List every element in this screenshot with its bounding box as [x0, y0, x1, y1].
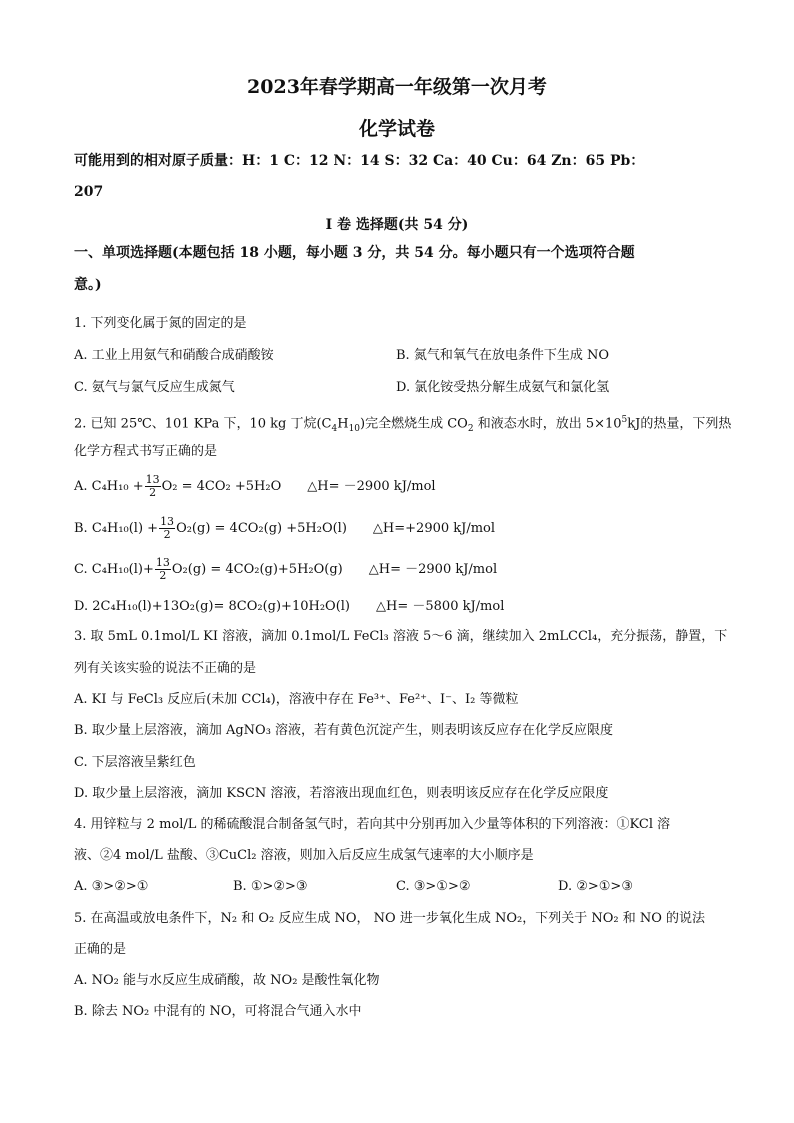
fraction-13-over-2 — [155, 557, 171, 582]
fraction-numerator: 13 — [160, 515, 175, 528]
q3-option-c: C. 下层溶液呈紫红色 — [74, 755, 196, 770]
q2-option-a — [74, 474, 436, 499]
fraction-numerator: 13 — [145, 473, 160, 486]
q4-option-d: D. ②>①>③ — [558, 879, 633, 894]
q4-option-b: B. ①>②>③ — [233, 879, 308, 894]
q2-sup: 5 — [621, 415, 628, 425]
q1-stem: 1. 下列变化属于氮的固定的是 — [74, 316, 247, 331]
q5-option-b: B. 除去 NO₂ 中混有的 NO，可将混合气通入水中 — [74, 1004, 362, 1019]
fraction-numerator: 13 — [155, 556, 170, 569]
q2-a-enthalpy: △H= －2900 kJ/mol — [307, 479, 436, 494]
exam-title: 2023年春学期高一年级第一次月考 — [247, 76, 547, 98]
q5-stem-line1: 5. 在高温或放电条件下，N₂ 和 O₂ 反应生成 NO， NO 进一步氧化生成 NO₂，下列关于 NO₂ 和 NO 的说法 — [74, 911, 706, 926]
q2-stem-part: H — [337, 416, 349, 432]
q2-stem-part: 2. 已知 25℃、101 KPa 下，10 kg 丁烷(C — [74, 416, 332, 432]
q2-sub: 4 — [331, 423, 338, 434]
q2-sub: 2 — [467, 423, 474, 434]
fraction-13-over-2 — [145, 474, 161, 499]
section-instruction-line1: 一、单项选择题(本题包括 18 小题，每小题 3 分，共 54 分。每小题只有一个选项符合题 — [74, 245, 635, 261]
q5-option-a: A. NO₂ 能与水反应生成硝酸，故 NO₂ 是酸性氧化物 — [74, 973, 380, 988]
q1-option-b: B. 氮气和氧气在放电条件下生成 NO — [396, 348, 609, 363]
q3-option-a: A. KI 与 FeCl₃ 反应后(未加 CCl₄)，溶液中存在 Fe³⁺、Fe²⁺、I⁻、I₂ 等微粒 — [74, 692, 519, 707]
q2-b-left: B. C₄H₁₀(l) + — [74, 521, 159, 536]
fraction-13-over-2 — [159, 516, 175, 541]
q4-stem-line2: 液、②4 mol/L 盐酸、③CuCl₂ 溶液，则加入后反应生成氢气速率的大小顺序是 — [74, 848, 534, 863]
q3-stem-line2: 列有关该实验的说法不正确的是 — [74, 661, 257, 676]
q2-option-d — [74, 598, 504, 616]
q2-d-equation: D. 2C₄H₁₀(l)+13O₂(g)= 8CO₂(g)+10H₂O(l) — [74, 599, 351, 614]
q4-option-c: C. ③>①>② — [396, 879, 471, 894]
q2-option-b — [74, 516, 495, 541]
q1-option-c: C. 氨气与氯气反应生成氮气 — [74, 380, 235, 395]
q4-option-a: A. ③>②>① — [74, 879, 149, 894]
q3-option-d: D. 取少量上层溶液，滴加 KSCN 溶液，若溶液出现血红色，则表明该反应存在化学反应限度 — [74, 786, 609, 801]
q2-a-right: O₂ = 4CO₂ +5H₂O — [161, 479, 282, 494]
q4-stem-line1: 4. 用锌粒与 2 mol/L 的稀硫酸混合制备氢气时，若向其中分别再加入少量等体积的下列溶液：①KCl 溶 — [74, 817, 671, 832]
q2-stem-line1 — [74, 411, 731, 438]
q2-c-left: C. C₄H₁₀(l)+ — [74, 562, 154, 577]
q5-stem-line2: 正确的是 — [74, 942, 127, 957]
q2-a-left: A. C₄H₁₀ + — [74, 479, 144, 494]
q2-c-right: O₂(g) = 4CO₂(g)+5H₂O(g) — [171, 562, 343, 577]
q1-option-a: A. 工业上用氨气和硝酸合成硝酸铵 — [74, 348, 274, 363]
section-instruction-line2: 意。) — [74, 277, 102, 293]
q2-stem-part: 和液态水时，放出 5×10 — [473, 416, 622, 432]
q2-b-enthalpy: △H=+2900 kJ/mol — [372, 521, 496, 536]
q2-option-c — [74, 557, 497, 582]
atomic-masses-line1: 可能用到的相对原子质量：H：1 C：12 N：14 S：32 Ca：40 Cu：64 Zn：65 Pb： — [74, 153, 645, 169]
q2-b-right: O₂(g) = 4CO₂(g) +5H₂O(l) — [176, 521, 347, 536]
fraction-denominator: 2 — [149, 486, 157, 499]
q2-stem-part: kJ的热量，下列热 — [627, 416, 732, 432]
q3-stem-line1: 3. 取 5mL 0.1mol/L KI 溶液，滴加 0.1mol/L FeCl₃ 溶液 5～6 滴，继续加入 2mLCCl₄，充分振荡，静置，下 — [74, 629, 728, 644]
atomic-masses-line2: 207 — [74, 184, 104, 200]
exam-subject: 化学试卷 — [358, 118, 435, 140]
q2-c-enthalpy: △H= －2900 kJ/mol — [368, 562, 498, 577]
section-title: I 卷 选择题(共 54 分) — [325, 217, 469, 233]
q2-d-enthalpy: △H= －5800 kJ/mol — [376, 599, 505, 614]
q2-stem-line2: 化学方程式书写正确的是 — [74, 444, 218, 459]
fraction-denominator: 2 — [159, 569, 167, 582]
fraction-denominator: 2 — [163, 528, 171, 541]
q1-option-d: D. 氯化铵受热分解生成氨气和氯化氢 — [396, 380, 610, 395]
q2-stem-part: )完全燃烧生成 CO — [360, 416, 468, 432]
q3-option-b: B. 取少量上层溶液，滴加 AgNO₃ 溶液，若有黄色沉淀产生，则表明该反应存在化学反应限度 — [74, 723, 614, 738]
q2-sub: 10 — [348, 423, 361, 434]
